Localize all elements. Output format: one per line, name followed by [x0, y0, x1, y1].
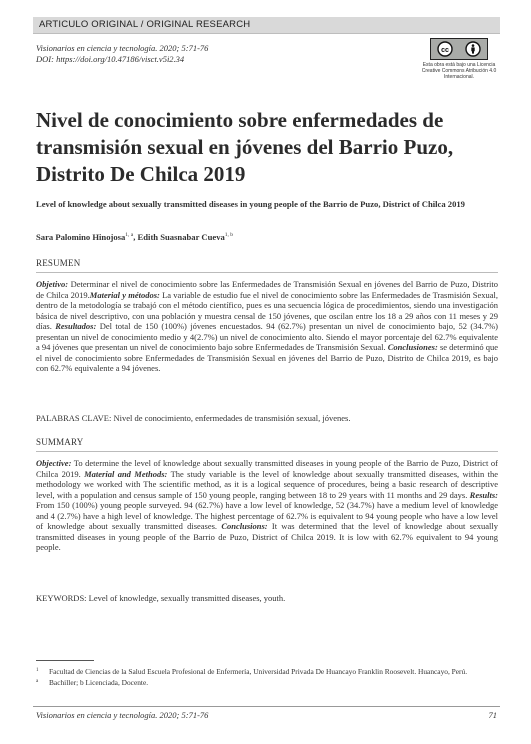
resumen-heading: RESUMEN	[36, 258, 81, 268]
author-name: Edith Suasnabar Cueva	[137, 232, 225, 242]
objective-label: Objective:	[36, 458, 72, 468]
summary-body	[36, 458, 498, 553]
keywords: KEYWORDS: Level of knowledge, sexually transmitted diseases, youth.	[36, 593, 286, 603]
creative-commons-icon	[437, 41, 453, 57]
cc-by-badge[interactable]	[430, 38, 488, 60]
footer-citation: Visionarios en ciencia y tecnología. 2020; 5:71-76	[36, 710, 209, 720]
methods-label: Material and Methods:	[84, 468, 168, 479]
footnotes	[36, 667, 496, 688]
journal-citation: Visionarios en ciencia y tecnología. 2020; 5:71-76	[36, 43, 209, 53]
author-affiliation-marker: 1, b	[224, 232, 234, 239]
section-divider	[36, 272, 498, 273]
summary-heading: SUMMARY	[36, 437, 84, 447]
license-block[interactable]	[418, 38, 500, 80]
footnote-text: Facultad de Ciencias de la Salud Escuela Profesional de Enfermería, Universidad Privada De Huancayo Franklin Roosevelt. Huancayo, Perú.	[49, 667, 468, 676]
svg-text:cc: cc	[441, 46, 449, 54]
authors	[36, 232, 496, 242]
author-separator: ,	[133, 232, 138, 242]
objetivo-label: Objetivo:	[36, 279, 69, 289]
footnote-marker: a	[36, 679, 39, 685]
footnote-affiliation	[36, 667, 496, 676]
footnote-text: Bachiller; b Licenciada, Docente.	[49, 678, 149, 688]
metodos-label: Material y métodos:	[89, 289, 160, 300]
metodos-text: La variable de estudio fue el nivel de conocimiento sobre las Enfermedades de Trasmisión Sexual, dentro de la metodología se trabajó con el método científico, pues es una secuencia lógica de procedimientos, siendo una investigación básica de nivel descriptivo, con una población y muestra censal de 150 jóvenes, que oscilan entre los 18 a 29 años con 11 meses y 29 días.	[36, 289, 498, 331]
resultados-text: Del total de 150 (100%) jóvenes encuestados. 94 (62.7%) presentan un nivel de conocimiento bajo, 52 (34.7%) presentan un nivel de conocimiento medio y 4(2.7%) un nivel de conocimiento alto. Siendo el mayor porcentaje del 62.7% equivalente a 94 jóvenes que presentan un nivel de conocimiento bajo sobre Enfermedades de Transmisión Sexual.	[36, 321, 498, 352]
objetivo-text: Determinar el nivel de conocimiento sobre las Enfermedades de Transmisión Sexual en jóvenes del Barrio de Puzo, Distrito de Chilca 2019.	[36, 279, 498, 300]
footnote-divider	[36, 660, 94, 661]
footnote-degrees	[36, 678, 496, 687]
author-affiliation-marker: 1, a	[125, 232, 134, 239]
doi-link[interactable]: DOI: https://doi.org/10.47186/visct.v5i2.34	[36, 53, 185, 64]
conclusiones-label: Conclusiones:	[387, 342, 438, 352]
footnote-marker: 1	[36, 668, 39, 673]
results-label: Results:	[469, 489, 498, 500]
conclusiones-text: se determinó que el nivel de conocimiento sobre Enfermedades de Transmisión Sexual en jóvenes del Barrio de Puzo, Distrito de Chilca 2019, es bajo con 62.7% equivalente a 94 jóvenes.	[36, 342, 499, 373]
english-title: Level of knowledge about sexually transmitted diseases in young people of the Barrio de Puzo, District of Chilca 2019	[36, 199, 465, 209]
attribution-icon	[465, 41, 481, 57]
article-title: Nivel de conocimiento sobre enfermedades de transmisión sexual en jóvenes del Barrio Puzo, Distrito De Chilca 2019	[36, 108, 454, 186]
resultados-label: Resultados:	[55, 321, 97, 331]
resumen-body	[36, 279, 498, 374]
palabras-clave: PALABRAS CLAVE: Nivel de conocimiento, enfermedades de transmisión sexual, jóvenes.	[36, 413, 351, 423]
article-type-bar: ARTICULO ORIGINAL / ORIGINAL RESEARCH	[33, 17, 500, 34]
results-text: From 150 (100%) young people surveyed. 94 (62.7%) have a low level of knowledge, 52 (34.7%) have a medium level of knowledge and 4 (2.7%) have a high level of knowledge. The highest percentage of 62.7% is equivalent to 94 young people who have a low level of knowledge about sexually transmitted diseases.	[36, 500, 498, 531]
section-divider	[36, 451, 498, 452]
journal-meta	[36, 43, 366, 64]
objective-text: To determine the level of knowledge about sexually transmitted diseases in young people of the Barrio de Puzo, District of Chilca 2019.	[36, 458, 498, 479]
page-number: 71	[488, 710, 497, 720]
conclusions-label: Conclusions:	[221, 521, 268, 531]
license-text: Esta obra está bajo una Licencia Creative Commons Atribución 4.0 Internacional.	[421, 62, 497, 80]
methods-text: The study variable is the level of knowledge about sexually transmitted diseases, within the methodology we worked with The scientific method, as it is a logical sequence of procedures, being a basic research of descriptive level, with a population and census sample of 150 young people, ranging between 18 to 29 years with 11 months and 29 days.	[36, 468, 498, 500]
conclusions-text: It was determined that the level of knowledge about sexually transmitted diseases in young people of the Barrio de Puzo, District of Chilca 2019. It is low with 62.7% equivalent to 94 young people.	[36, 521, 498, 552]
footer-divider	[33, 706, 500, 707]
author-name: Sara Palomino Hinojosa	[36, 232, 126, 242]
